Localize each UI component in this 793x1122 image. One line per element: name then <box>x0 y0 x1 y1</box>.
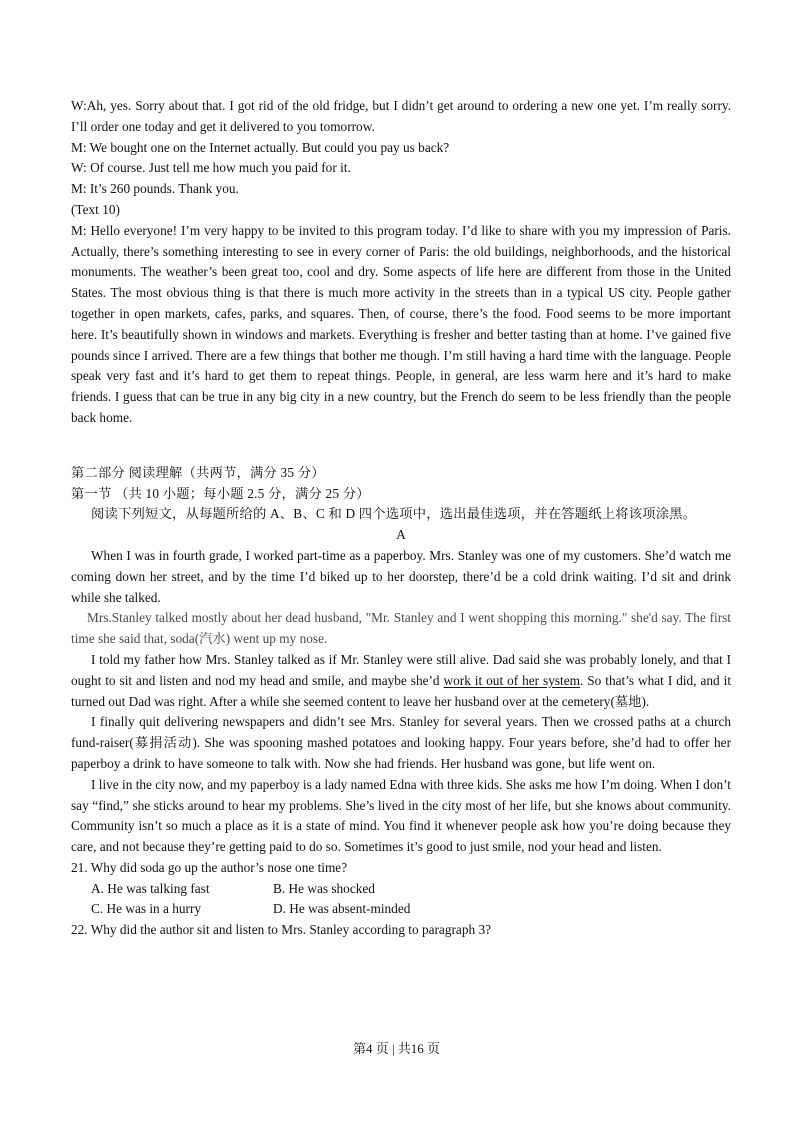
option-b: B. He was shocked <box>273 880 375 896</box>
dialogue-line: W:Ah, yes. Sorry about that. I got rid of the old fridge, but I didn’t get around to ordering a new one yet. I’m really sorry. I’ll order one today and get it delivered to you tomorrow. <box>71 98 731 134</box>
passage-paragraph-1: When I was in fourth grade, I worked part-time as a paperboy. Mrs. Stanley was one of my customers. She’d watch me coming down her street, and by the time I’d biked up to her doorstep, there’d be a cold drink waiting. I’d sit and drink while she talked. <box>71 547 731 605</box>
option-c: C. He was in a hurry <box>91 901 202 917</box>
dialogue-line: M: We bought one on the Internet actually. But could you pay us back? <box>71 139 450 155</box>
options-row <box>71 879 731 900</box>
question-stem: 22. Why did the author sit and listen to Mrs. Stanley according to paragraph 3? <box>71 922 491 938</box>
text10-body: M: Hello everyone! I’m very happy to be invited to this program today. I’d like to share with you my impression of Paris. Actually, there’s something interesting to see in every corner of Paris: the old buildings, neighborhoods, and the historical monuments. The weather’s been great too, cool and dry. Some aspects of life here are different from those in the United States. The most obvious thing is that there is much more activity in the streets than in a typical US city. People gather together in open markets, cafes, parks, and squares. Then, of course, there’s the food. Food seems to be more important here. It’s beautifully shown in windows and markets. Everything is fresher and better tasting than at home. I’ve gained five pounds since I arrived. There are a few things that bother me though. I’m still having a hard time with the language. People speak very fast and it’s hard to get them to repeat things. People, in general, are less warm here and it’s hard to make friends. I guess that can be true in any big city in a new country, but the French do seem to be less friendly than the people back home. <box>71 222 731 425</box>
question-stem: 21. Why did soda go up the author’s nose one time? <box>71 859 348 875</box>
instructions: 阅读下列短文，从每题所给的 A、B、C 和 D 四个选项中，选出最佳选项，并在答题纸上将该项涂黑。 <box>91 506 697 522</box>
question-22 <box>71 920 731 941</box>
passage-paragraph-5: I live in the city now, and my paperboy is a lady named Edna with three kids. She asks me how I’m doing. When I don’t say “find,” she sticks around to hear my problems. She’s lived in the city most of her life, but she knows about community. Community isn’t so much a place as it is a state of mind. You find it whenever people ask how you’re doing because they care, and not because they’re getting paid to do so. Sometimes it’s good to just smile, nod your head and listen. <box>71 776 731 855</box>
paragraph-text: . So that’s what I did, and it turned out Dad was right. After a while she seemed content to leave her husband over at the cemetery(墓地). <box>71 672 732 709</box>
passage-paragraph-2: Mrs.Stanley talked mostly about her dead husband, "Mr. Stanley and I went shopping this morning." she'd say. The first time she said that, soda(汽水) went up my nose. <box>71 610 731 647</box>
paragraph-text: I told my father how Mrs. Stanley talked as if Mr. Stanley were still alive. Dad said she was probably lonely, and that I ought to sit and listen and nod my head and smile, and maybe she’d <box>71 651 731 688</box>
underlined-phrase: work it out of her system <box>443 672 580 688</box>
page-number: 第4 页 | 共16 页 <box>352 1041 441 1056</box>
option-a: A. He was talking fast <box>91 880 210 896</box>
dialogue-line: M: It’s 260 pounds. Thank you. <box>71 181 239 197</box>
question-21 <box>71 858 731 920</box>
part-title: 第二部分 阅读理解（共两节，满分 35 分） <box>71 464 325 480</box>
passage-paragraph-4: I finally quit delivering newspapers and didn’t see Mrs. Stanley for several years. Then we crossed paths at a church fund-raiser(募捐活动). She was spooning mashed potatoes and looking happy. Four years before, she’d had to offer her paperboy a drink to have someone to talk with. Now she had friends. Her husband was gone, but life went on. <box>71 714 731 771</box>
listening-transcript <box>71 96 731 429</box>
reading-section <box>71 463 731 941</box>
section-title: 第一节 （共 10 小题；每小题 2.5 分，满分 25 分） <box>71 485 370 501</box>
passage-paragraph-3 <box>71 650 731 712</box>
passage-label: A <box>396 527 406 543</box>
dialogue-line: W: Of course. Just tell me how much you paid for it. <box>71 160 351 176</box>
option-d: D. He was absent-minded <box>273 901 411 917</box>
text10-label: (Text 10) <box>71 201 120 217</box>
options-row <box>71 899 731 920</box>
page-content <box>71 96 731 941</box>
page-footer <box>0 1039 793 1060</box>
